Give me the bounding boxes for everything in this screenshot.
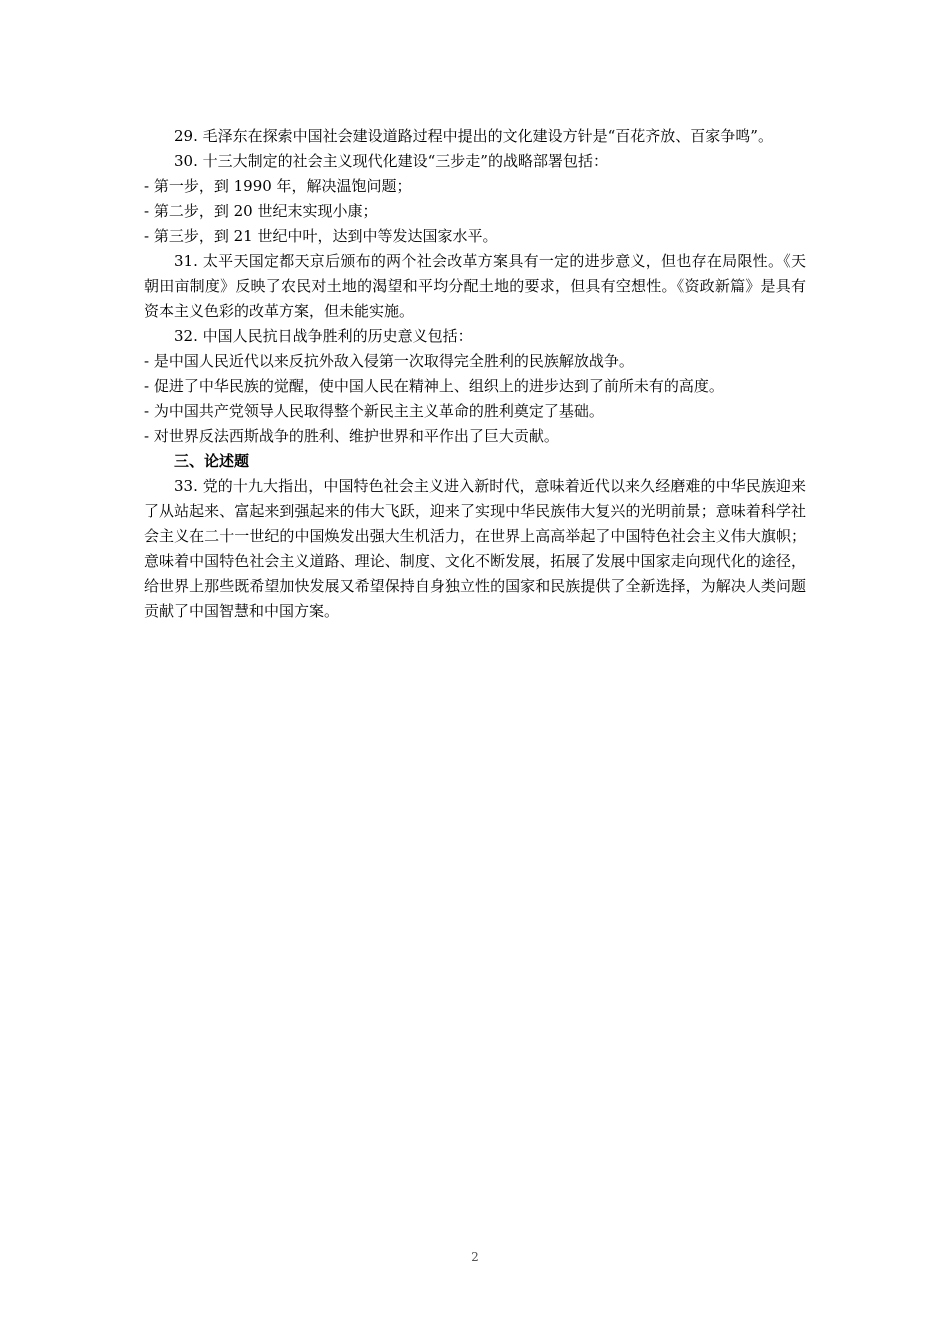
list-item: - 对世界反法西斯战争的胜利、维护世界和平作出了巨大贡献。 xyxy=(144,427,559,445)
document-body xyxy=(144,124,806,624)
list-item: - 是中国人民近代以来反抗外敌入侵第一次取得完全胜利的民族解放战争。 xyxy=(144,352,634,370)
question-33: 33. 党的十九大指出，中国特色社会主义进入新时代，意味着近代以来久经磨难的中华民族迎来了从站起来、富起来到强起来的伟大飞跃，迎来了实现中华民族伟大复兴的光明前景；意味着科学社会主义在二十一世纪的中国焕发出强大生机活力，在世界上高高举起了中国特色社会主义伟大旗帜；意味着中国特色社会主义道路、理论、制度、文化不断发展，拓展了发展中国家走向现代化的途径，给世界上那些既希望加快发展又希望保持自身独立性的国家和民族提供了全新选择，为解决人类问题贡献了中国智慧和中国方案。 xyxy=(144,477,806,620)
list-item: - 为中国共产党领导人民取得整个新民主主义革命的胜利奠定了基础。 xyxy=(144,402,604,420)
list-item: - 第二步，到 20 世纪末实现小康； xyxy=(144,202,378,220)
page-number: 2 xyxy=(471,1250,479,1264)
question-30: 30. 十三大制定的社会主义现代化建设“三步走”的战略部署包括： xyxy=(174,152,608,170)
list-item: - 第一步，到 1990 年，解决温饱问题； xyxy=(144,177,412,195)
list-item: - 第三步，到 21 世纪中叶，达到中等发达国家水平。 xyxy=(144,227,498,245)
question-31: 31. 太平天国定都天京后颁布的两个社会改革方案具有一定的进步意义，但也存在局限性。《天朝田亩制度》反映了农民对土地的渴望和平均分配土地的要求，但具有空想性。《资政新篇》是具有资本主义色彩的改革方案，但未能实施。 xyxy=(144,252,806,320)
list-item: - 促进了中华民族的觉醒，使中国人民在精神上、组织上的进步达到了前所未有的高度。 xyxy=(144,377,724,395)
question-32: 32. 中国人民抗日战争胜利的历史意义包括： xyxy=(174,327,473,345)
section-heading-essay: 三、论述题 xyxy=(174,452,250,470)
question-29: 29. 毛泽东在探索中国社会建设道路过程中提出的文化建设方针是“百花齐放、百家争鸣”。 xyxy=(174,127,773,145)
